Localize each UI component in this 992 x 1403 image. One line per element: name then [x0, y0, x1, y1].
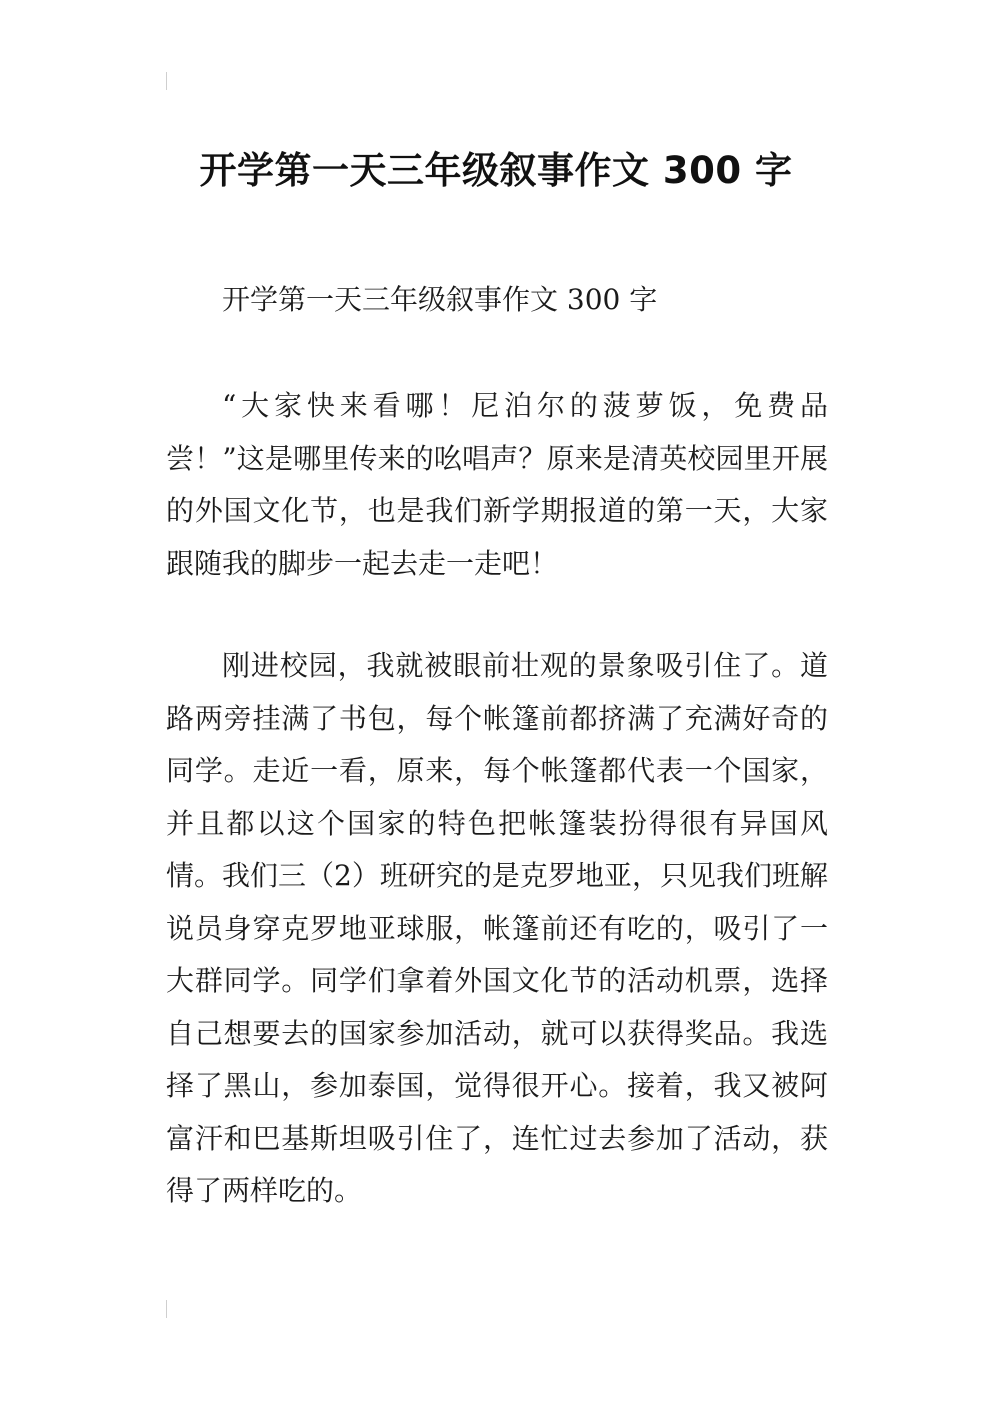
- page-corner-mark: [166, 72, 167, 90]
- paragraph-1: “大家快来看哪！尼泊尔的菠萝饭，免费品尝！”这是哪里传来的吆唱声？原来是清英校园里开展的外国文化节，也是我们新学期报道的第一天，大家跟随我的脚步一起去走一走吧！: [166, 389, 828, 580]
- document-subtitle: 开学第一天三年级叙事作文 300 字: [222, 283, 658, 316]
- page-corner-mark: [166, 1300, 167, 1318]
- document-title: 开学第一天三年级叙事作文 300 字: [199, 148, 793, 192]
- paragraph-2: 刚进校园，我就被眼前壮观的景象吸引住了。道路两旁挂满了书包，每个帐篷前都挤满了充满好奇的同学。走近一看，原来，每个帐篷都代表一个国家，并且都以这个国家的特色把帐篷装扮得很有异国风情。我们三（2）班研究的是克罗地亚，只见我们班解说员身穿克罗地亚球服，帐篷前还有吃的，吸引了一大群同学。同学们拿着外国文化节的活动机票，选择自己想要去的国家参加活动，就可以获得奖品。我选择了黑山，参加泰国，觉得很开心。接着，我又被阿富汗和巴基斯坦吸引住了，连忙过去参加了活动，获得了两样吃的。: [166, 649, 828, 1207]
